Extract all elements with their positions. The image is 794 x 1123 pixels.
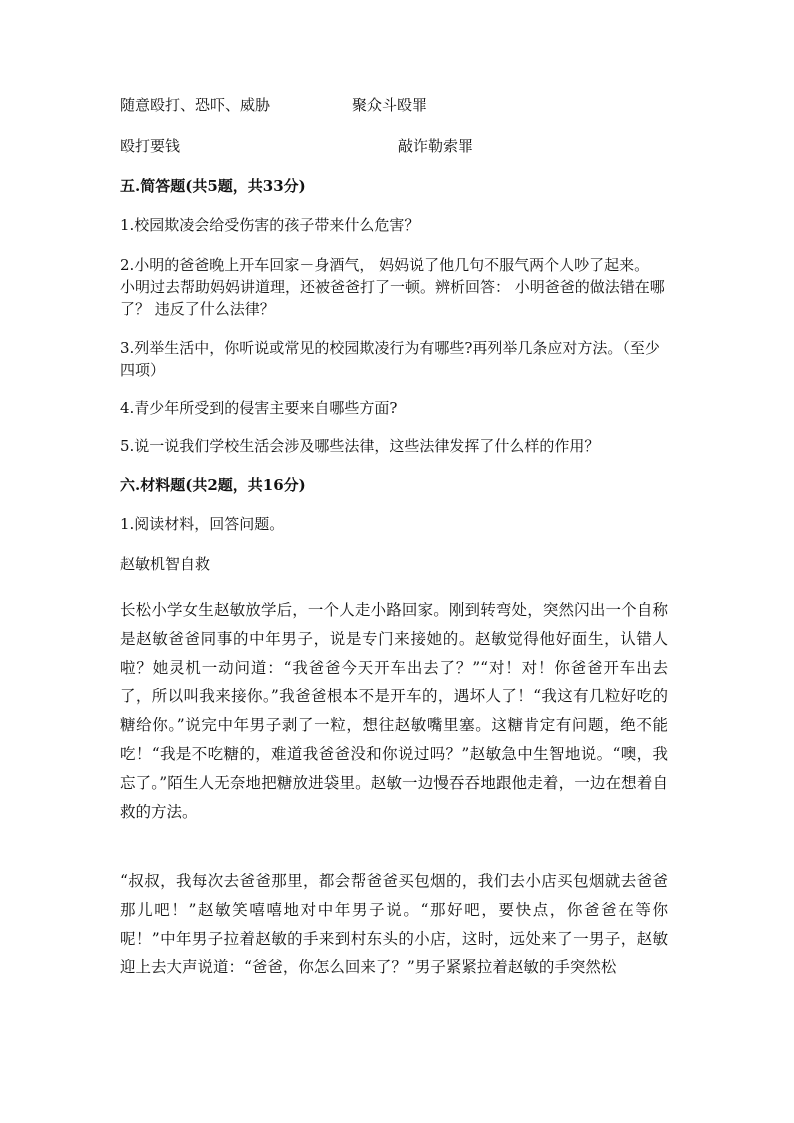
section-6-question-1: 1.阅读材料，回答问题。 — [120, 515, 285, 533]
story-paragraph-2: “叔叔，我每次去爸爸那里，都会帮爸爸买包烟的，我们去小店买包烟就去爸爸那儿吧！”赵敏笑嘻嘻地对中年男子说。“那好吧，要快点，你爸爸在等你呢！”中年男子拉着赵敏的手来到村东头的小店，这时，远处来了一男子，赵敏迎上去大声说道：“爸爸，你怎么回来了？”男子紧紧拉着赵敏的手突然松 — [120, 872, 668, 977]
section-5-question-5: 5.说一说我们学校生活会涉及哪些法律，这些法律发挥了什么样的作用？ — [120, 437, 600, 455]
story-title: 赵敏机智自救 — [120, 555, 211, 573]
matching-row-2-left: 殴打要钱 — [120, 137, 181, 155]
section-5-title: 五.简答题(共5题，共33分) — [120, 177, 306, 195]
matching-row-1-right: 聚众斗殴罪 — [352, 96, 428, 114]
section-5-question-2: 2.小明的爸爸晚上开车回家－身酒气， 妈妈说了他几句不服气两个人吵了起来。 小明过去帮助妈妈讲道理，还被爸爸打了一顿。辨析回答： 小明爸爸的做法错在哪了？ 违反了什么法律？ — [120, 256, 665, 318]
section-5-question-3: 3.列举生活中，你听说或常见的校园欺凌行为有哪些?再列举几条应对方法。（至少四项） — [120, 339, 660, 379]
section-5-question-4: 4.青少年所受到的侵害主要来自哪些方面? — [120, 399, 398, 417]
matching-row-2-right: 敲诈勒索罪 — [398, 137, 474, 155]
section-6-title: 六.材料题(共2题，共16分) — [120, 476, 306, 494]
section-5-question-1: 1.校园欺凌会给受伤害的孩子带来什么危害？ — [120, 216, 420, 234]
matching-row-1-left: 随意殴打、恐吓、威胁 — [120, 96, 271, 114]
story-paragraph-1: 长松小学女生赵敏放学后，一个人走小路回家。刚到转弯处，突然闪出一个自称是赵敏爸爸同事的中年男子，说是专门来接她的。赵敏觉得他好面生，认错人啦？她灵机一动问道：“我爸爸今天开车出去了？”“对！对！你爸爸开车出去了，所以叫我来接你。”我爸爸根本不是开车的，遇坏人了！“我这有几粒好吃的糖给你。”说完中年男子剥了一粒，想往赵敏嘴里塞。这糖肯定有问题，绝不能吃！“我是不吃糖的，难道我爸爸没和你说过吗？”赵敏急中生智地说。“噢，我忘了。”陌生人无奈地把糖放进袋里。赵敏一边慢吞吞地跟他走着，一边在想着自救的方法。 — [120, 601, 668, 821]
